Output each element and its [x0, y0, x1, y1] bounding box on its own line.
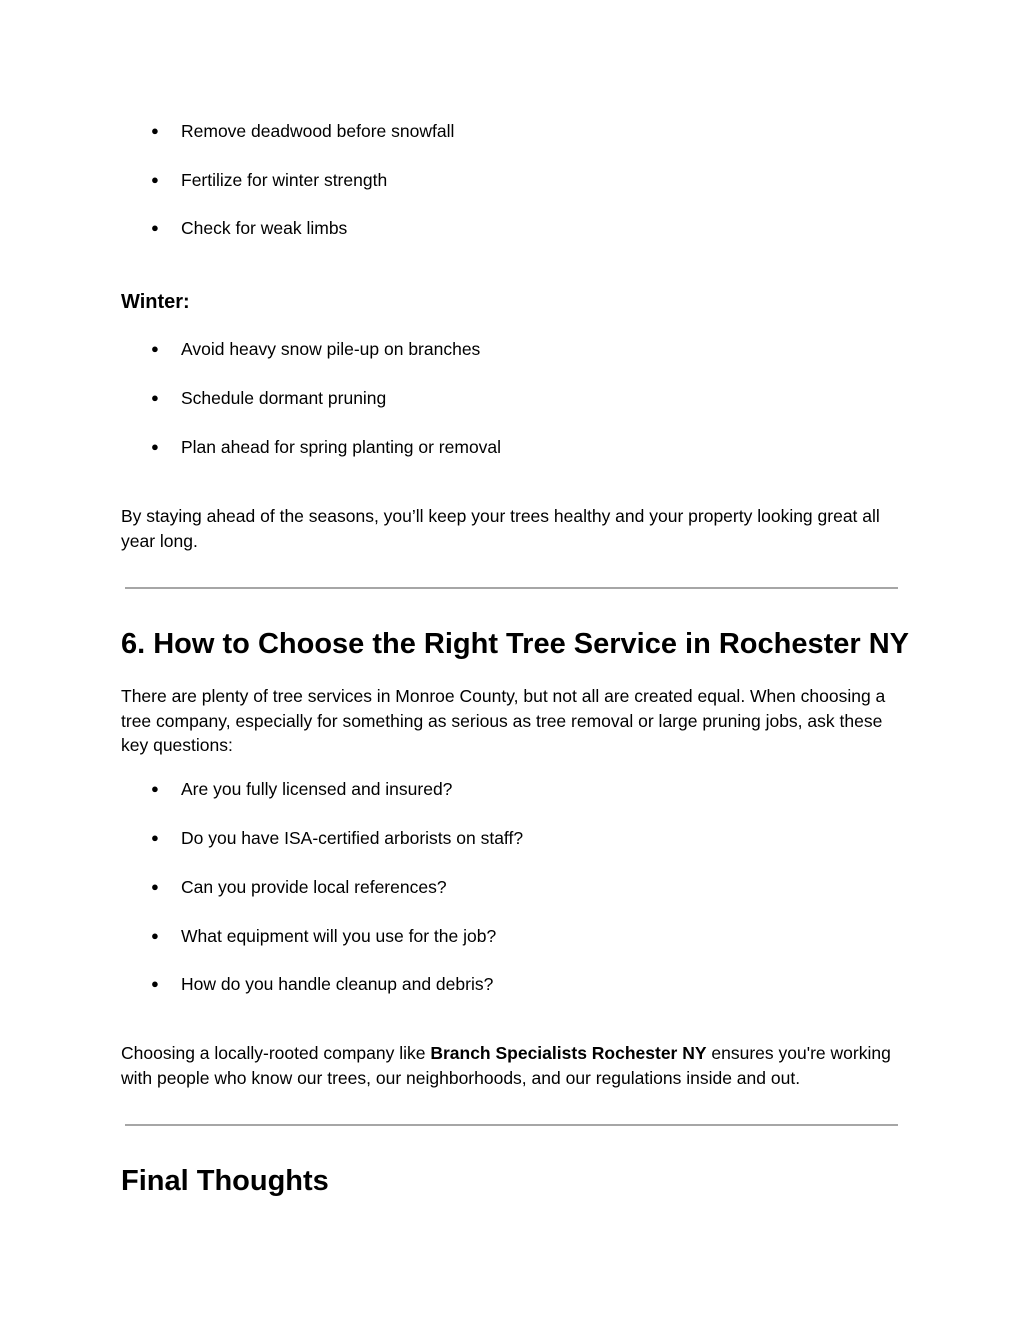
bullet-icon: ● [151, 172, 159, 187]
list-item-text: Can you provide local references? [181, 877, 447, 897]
divider [125, 1124, 898, 1126]
list-item-text: Fertilize for winter strength [181, 170, 388, 190]
bullet-icon: ● [151, 123, 159, 138]
bullet-icon: ● [151, 976, 159, 991]
final-thoughts-heading: Final Thoughts [121, 1165, 329, 1197]
bullet-icon: ● [151, 781, 159, 796]
bullet-icon: ● [151, 341, 159, 356]
section-6-heading: 6. How to Choose the Right Tree Service in Rochester NY [121, 628, 910, 660]
bullet-icon: ● [151, 879, 159, 894]
list-item-text: How do you handle cleanup and debris? [181, 974, 494, 994]
list-item-text: What equipment will you use for the job? [181, 926, 497, 946]
bullet-icon: ● [151, 390, 159, 405]
bullet-icon: ● [151, 928, 159, 943]
bullet-icon: ● [151, 220, 159, 235]
section-6-closing-paragraph [121, 1041, 921, 1090]
bullet-icon: ● [151, 830, 159, 845]
seasons-closing-paragraph: By staying ahead of the seasons, you’ll keep your trees healthy and your property looking great all year long. [121, 506, 880, 551]
list-item-text: Remove deadwood before snowfall [181, 121, 455, 141]
list-item-text: Schedule dormant pruning [181, 388, 387, 408]
list-item-text: Check for weak limbs [181, 218, 348, 238]
list-item-text: Avoid heavy snow pile-up on branches [181, 339, 481, 359]
section-6-intro: There are plenty of tree services in Monroe County, but not all are created equal. When choosing a tree company, especially for something as serious as tree removal or large pruning jobs, ask these key questions: [121, 686, 886, 755]
list-item-text: Are you fully licensed and insured? [181, 779, 453, 799]
list-item-text: Do you have ISA-certified arborists on staff? [181, 828, 524, 848]
closing-text-after: ensures you're working with people who know our trees, our neighborhoods, and our regulations inside and out. [121, 1043, 891, 1088]
list-item-text: Plan ahead for spring planting or removal [181, 437, 502, 457]
company-name: Branch Specialists Rochester NY [430, 1043, 707, 1063]
winter-heading: Winter: [121, 291, 190, 313]
closing-text-before: Choosing a locally-rooted company like [121, 1043, 431, 1063]
divider [125, 587, 898, 589]
bullet-icon: ● [151, 439, 159, 454]
